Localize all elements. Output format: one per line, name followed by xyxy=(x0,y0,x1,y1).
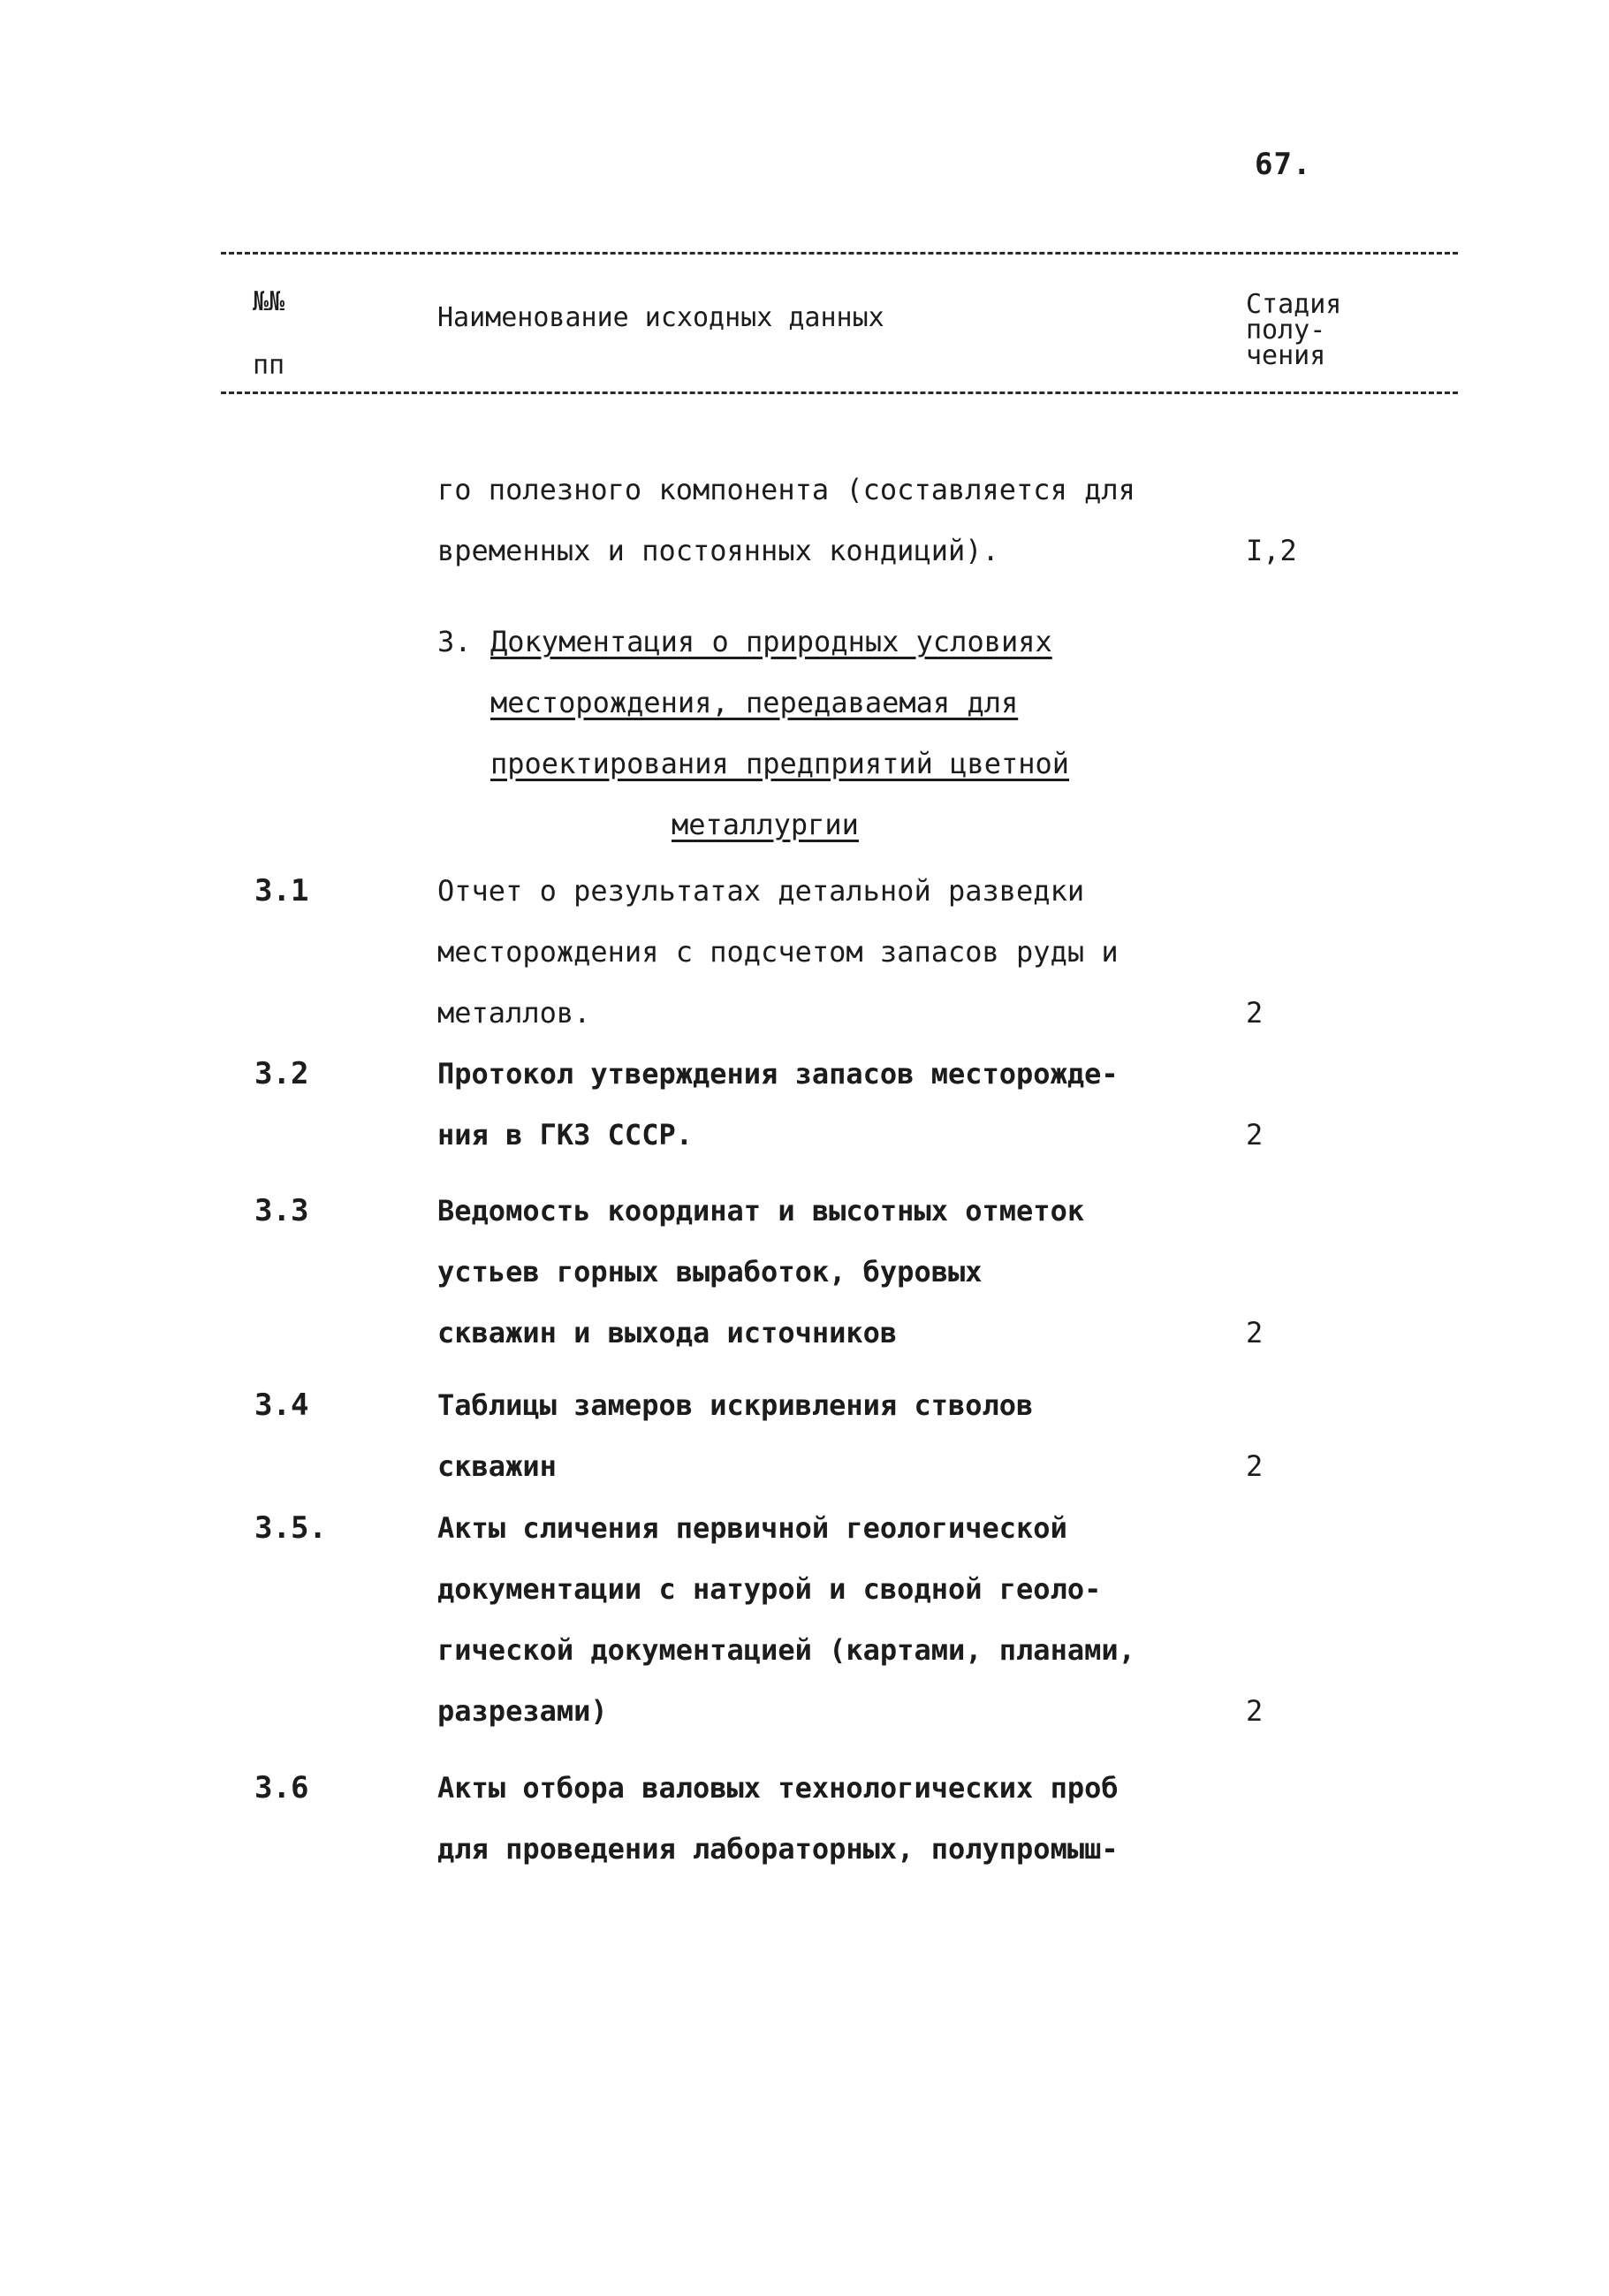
row-3-3-stage: 2 xyxy=(1246,1316,1264,1349)
row-number-3-4: 3.4 xyxy=(254,1387,309,1423)
row-3-3-line-2: устьев горных выработок, буровых xyxy=(437,1255,983,1289)
section-3-number: 3. xyxy=(437,625,472,658)
row-3-4-stage: 2 xyxy=(1246,1449,1264,1483)
header-number-line2: пп xyxy=(253,350,285,381)
row-number-3-5: 3.5. xyxy=(254,1510,327,1546)
page-number: 67. xyxy=(1255,147,1312,182)
section-3-title-line-2: месторождения, передаваемая для xyxy=(490,686,1019,719)
row-number-3-6: 3.6 xyxy=(254,1770,309,1806)
row-3-6-line-1: Акты отбора валовых технологических проб xyxy=(437,1771,1119,1805)
row-3-2-line-2: ния в ГКЗ СССР. xyxy=(437,1118,693,1152)
section-3-title-line-1: Документация о природных условиях xyxy=(490,625,1052,658)
continuation-line-1: го полезного компонента (составляется для xyxy=(437,473,1135,506)
row-3-3-line-3: скважин и выхода источников xyxy=(437,1316,898,1349)
header-stage-line3: чения xyxy=(1246,340,1326,371)
table-header-top-rule xyxy=(221,252,1458,255)
row-number-3-3: 3.3 xyxy=(254,1193,309,1228)
continuation-stage: I,2 xyxy=(1246,534,1297,567)
row-3-4-line-2: скважин xyxy=(437,1449,557,1483)
row-3-5-stage: 2 xyxy=(1246,1694,1264,1728)
header-name-column: Наименование исходных данных xyxy=(437,302,884,333)
continuation-line-2: временных и постоянных кондиций). xyxy=(437,534,999,567)
row-3-5-line-4: разрезами) xyxy=(437,1694,608,1728)
row-3-1-line-2: месторождения с подсчетом запасов руды и xyxy=(437,935,1119,969)
table-header-bottom-rule xyxy=(221,392,1458,394)
section-3-title-line-3: проектирования предприятий цветной xyxy=(490,747,1070,780)
header-stage-line2: полу- xyxy=(1246,315,1326,346)
section-3-title-line-4: металлургии xyxy=(672,808,859,841)
row-3-1-stage: 2 xyxy=(1246,996,1264,1030)
header-stage-column xyxy=(1246,289,1423,371)
row-3-3-line-1: Ведомость координат и высотных отметок xyxy=(437,1194,1085,1228)
row-3-2-stage: 2 xyxy=(1246,1118,1264,1152)
row-3-4-line-1: Таблицы замеров искривления стволов xyxy=(437,1388,1034,1422)
header-stage-line1: Стадия xyxy=(1246,289,1342,320)
row-3-6-line-2: для проведения лабораторных, полупромыш- xyxy=(437,1832,1119,1866)
row-3-5-line-2: документации с натурой и сводной геоло- xyxy=(437,1572,1102,1606)
row-3-5-line-3: гической документацией (картами, планами, xyxy=(437,1633,1135,1667)
header-number-column xyxy=(253,287,315,381)
row-3-1-line-1: Отчет о результатах детальной разведки xyxy=(437,874,1085,908)
row-3-1-line-3: металлов. xyxy=(437,996,591,1030)
row-number-3-2: 3.2 xyxy=(254,1056,309,1091)
row-3-5-line-1: Акты сличения первичной геологической xyxy=(437,1511,1067,1545)
row-3-2-line-1: Протокол утверждения запасов месторожде- xyxy=(437,1057,1119,1091)
row-number-3-1: 3.1 xyxy=(254,873,309,909)
header-number-line1: №№ xyxy=(253,286,285,317)
